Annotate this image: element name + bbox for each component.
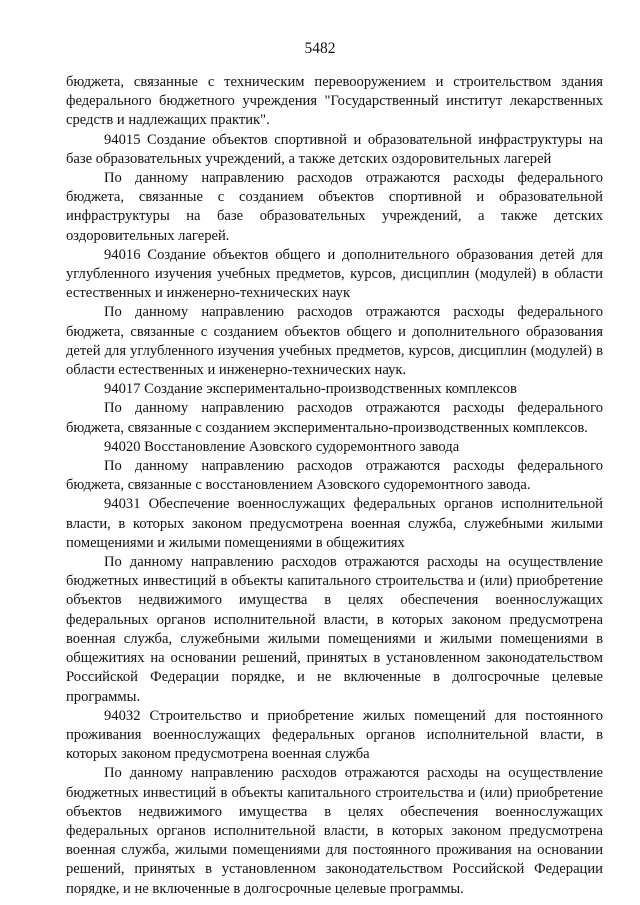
- paragraph-continuation: бюджета, связанные с техническим перевооружением и строительством здания федерального бюджетного учреждения "Государственный институт лекарственных средств и надлежащих практик".: [66, 74, 603, 129]
- heading-94017: 94017 Создание экспериментально-производственных комплексов: [104, 381, 517, 398]
- document-body: [66, 73, 603, 899]
- paragraph-94032: По данному направлению расходов отражаются расходы на осуществление бюджетных инвестиций в объекты капитального строительства и (или) приобретение объектов недвижимого имущества в целях обеспечения военнослужащих федеральных органов исполнительной власти, в которых законом предусмотрена военная служба, жилыми помещениями для постоянного проживания на основании решений, принятых в установленном законодательством Российской Федерации порядке, и не включенные в долгосрочные целевые программы.: [66, 765, 603, 897]
- heading-94032: 94032 Строительство и приобретение жилых помещений для постоянного проживания военнослужащих федеральных органов исполнительной власти, в которых законом предусмотрена военная служба: [66, 707, 603, 763]
- paragraph-94015: По данному направлению расходов отражаются расходы федерального бюджета, связанные с созданием объектов спортивной и образовательной инфраструктуры на базе образовательных учреждений, а также детских оздоровительных лагерей.: [66, 170, 603, 244]
- heading-94016: 94016 Создание объектов общего и дополнительного образования детей для углубленного изучения учебных предметов, курсов, дисциплин (модулей) в области естественных и инженерно-технических наук: [66, 246, 603, 302]
- heading-94031: 94031 Обеспечение военнослужащих федеральных органов исполнительной власти, в которых законом предусмотрена военная служба, служебными жилыми помещениями и жилыми помещениями в общежитиях: [66, 496, 603, 551]
- paragraph-94031: По данному направлению расходов отражаются расходы на осуществление бюджетных инвестиций в объекты капитального строительства и (или) приобретение объектов недвижимого имущества в целях обеспечения военнослужащих федеральных органов исполнительной власти, в которых законом предусмотрена военная служба, служебными жилыми помещениями и жилыми помещениями в общежитиях на основании решений, принятых в установленном законодательством Российской Федерации порядке, и не включенные в долгосрочные целевые программы.: [66, 554, 603, 705]
- paragraph-94016: По данному направлению расходов отражаются расходы федерального бюджета, связанные с созданием объектов общего и дополнительного образования детей для углубленного изучения учебных предметов, курсов, дисциплин (модулей) в области естественных и инженерно-технических наук.: [66, 304, 603, 379]
- paragraph-94020: По данному направлению расходов отражаются расходы федерального бюджета, связанные с восстановлением Азовского судоремонтного завода.: [66, 458, 603, 494]
- heading-94015: 94015 Создание объектов спортивной и образовательной инфраструктуры на базе образовательных учреждений, а также детских оздоровительных лагерей: [66, 131, 603, 167]
- paragraph-94017: По данному направлению расходов отражаются расходы федерального бюджета, связанные с созданием экспериментально-производственных комплексов.: [66, 400, 603, 436]
- heading-94020: 94020 Восстановление Азовского судоремонтного завода: [104, 438, 460, 455]
- page-number: 5482: [304, 40, 336, 57]
